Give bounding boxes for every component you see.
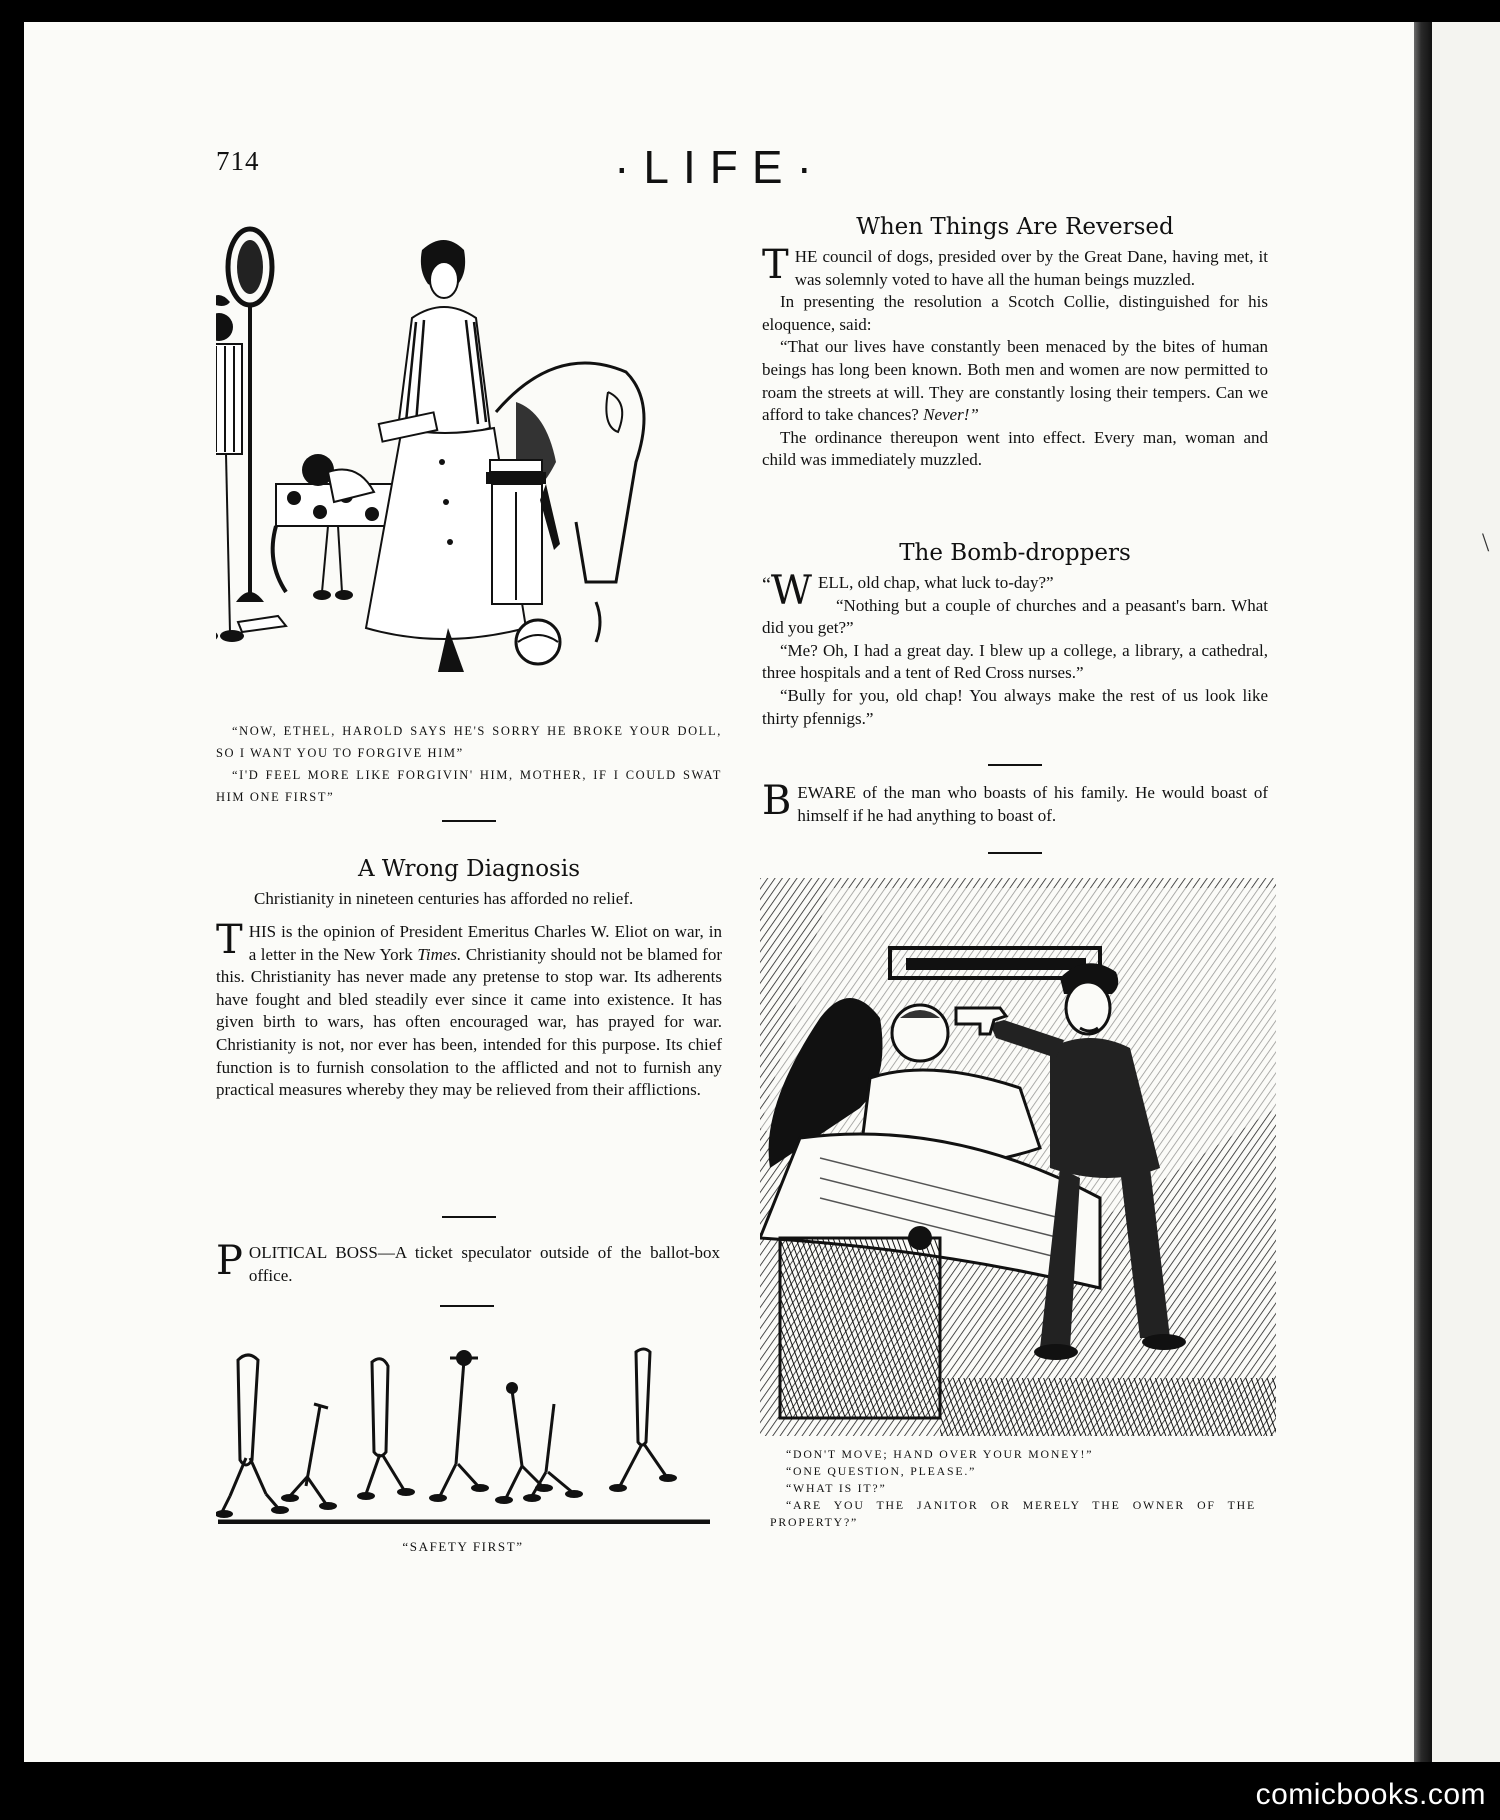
reversed-paragraph-3: “That our lives have constantly been menaced by the bites of human beings has long been known. Both men and women are now permitted to roam the streets at will. They are constantly losing their tempers. Can we afford to take chances? Never!” — [762, 337, 1268, 425]
bomb-droppers-paragraph-4: “Bully for you, old chap! You always make the rest of us look like thirty pfennigs.” — [762, 685, 1268, 728]
beware-text: EWARE of the man who boasts of his family. He would boast of himself if he had anything to boast of. — [797, 783, 1268, 825]
political-boss-item — [216, 1238, 720, 1287]
reversed-lead-text: HE council of dogs, presided over by the Great Dane, having met, it was solemnly voted to have all the human beings muzzled. — [794, 247, 1268, 289]
reversed-paragraph-2: In presenting the resolution a Scotch Collie, distinguished for his eloquence, said: — [762, 292, 1268, 334]
wrong-diagnosis-epigraph: Christianity in nineteen centuries has afforded no relief. — [254, 889, 634, 908]
bomb-droppers-lead-text: ELL, old chap, what luck to-day?” — [818, 573, 1054, 592]
site-watermark[interactable]: comicbooks.com — [1255, 1778, 1486, 1811]
bomb-droppers-body — [762, 568, 1268, 730]
drop-cap: W — [770, 568, 813, 614]
drop-cap: P — [216, 1238, 243, 1284]
drop-cap: T — [762, 242, 789, 288]
section-divider — [442, 1216, 496, 1218]
masthead-title: ·LIFE· — [614, 141, 826, 193]
section-divider — [442, 820, 496, 822]
safety-first-caption: “SAFETY FIRST” — [402, 1539, 524, 1554]
wrong-diagnosis-body — [216, 917, 722, 1102]
wrong-diagnosis-text: HIS is the opinion of President Emeritus Charles W. Eliot on war, in a letter in the New York Times. Christianity should not be blamed for this. Christianity has never made any pretense to stop war. Its adherents have fought and bled steadily ever since it came into existence. It has given birth to wars, has often encouraged war, has prayed for war. Christianity is not, nor ever has been, intended for this purpose. Its chief function is to furnish consolation to the afflicted and not to furnish any practical measures whereby they may be relieved from their afflictions. — [216, 922, 722, 1100]
safety-first-illustration — [216, 1346, 710, 1524]
political-boss-text: OLITICAL BOSS—A ticket speculator outside of the ballot-box office. — [248, 1243, 720, 1285]
robbery-caption-line-4: “ARE YOU THE JANITOR OR MERELY THE OWNER OF THE PROPERTY?” — [770, 1498, 1256, 1529]
reversed-lead — [762, 242, 1268, 291]
drop-cap: B — [762, 778, 792, 824]
wrong-diagnosis-title: A Wrong Diagnosis — [357, 856, 581, 882]
page-number: 714 — [216, 146, 260, 176]
robbery-caption-line-1: “DON'T MOVE; HAND OVER YOUR MONEY!” — [786, 1447, 1094, 1461]
reversed-paragraph-4: The ordinance thereupon went into effect. Every man, woman and child was immediately muzzled. — [762, 427, 1268, 470]
open-quote: “ — [762, 574, 771, 596]
reversed-article — [762, 214, 1268, 472]
page-spine — [1414, 22, 1432, 1762]
bomb-droppers-article — [762, 540, 1268, 730]
robbery-caption-line-2: “ONE QUESTION, PLEASE.” — [786, 1464, 977, 1478]
bomb-droppers-title: The Bomb-droppers — [899, 540, 1131, 566]
mother-children-illustration — [216, 222, 720, 694]
drop-cap: T — [216, 917, 243, 963]
robbery-illustration — [760, 878, 1276, 1436]
mother-cartoon-caption — [216, 720, 722, 808]
robbery-caption-line-3: “WHAT IS IT?” — [786, 1481, 887, 1495]
bomb-droppers-lead — [762, 568, 1268, 614]
section-divider — [988, 852, 1042, 854]
section-divider — [440, 1305, 494, 1307]
wrong-diagnosis-article — [216, 856, 722, 1102]
robbery-caption — [770, 1446, 1256, 1531]
bomb-droppers-paragraph-2: “Nothing but a couple of churches and a peasant's barn. What did you get?” — [762, 595, 1268, 638]
facing-page-mark: \ — [1482, 528, 1490, 557]
section-divider — [988, 764, 1042, 766]
reversed-body — [762, 242, 1268, 472]
bomb-droppers-paragraph-3: “Me? Oh, I had a great day. I blew up a college, a library, a cathedral, three hospitals and a tent of Red Cross nurses.” — [762, 640, 1268, 683]
caption-line-2: “I'D FEEL MORE LIKE FORGIVIN' HIM, MOTHER, IF I COULD SWAT HIM ONE FIRST” — [216, 768, 722, 804]
caption-line-1: “NOW, ETHEL, HAROLD SAYS HE'S SORRY HE BROKE YOUR DOLL, SO I WANT YOU TO FORGIVE HIM” — [216, 724, 722, 760]
beware-item — [762, 778, 1268, 827]
facing-page-edge — [1432, 22, 1500, 1762]
reversed-title: When Things Are Reversed — [856, 214, 1174, 240]
